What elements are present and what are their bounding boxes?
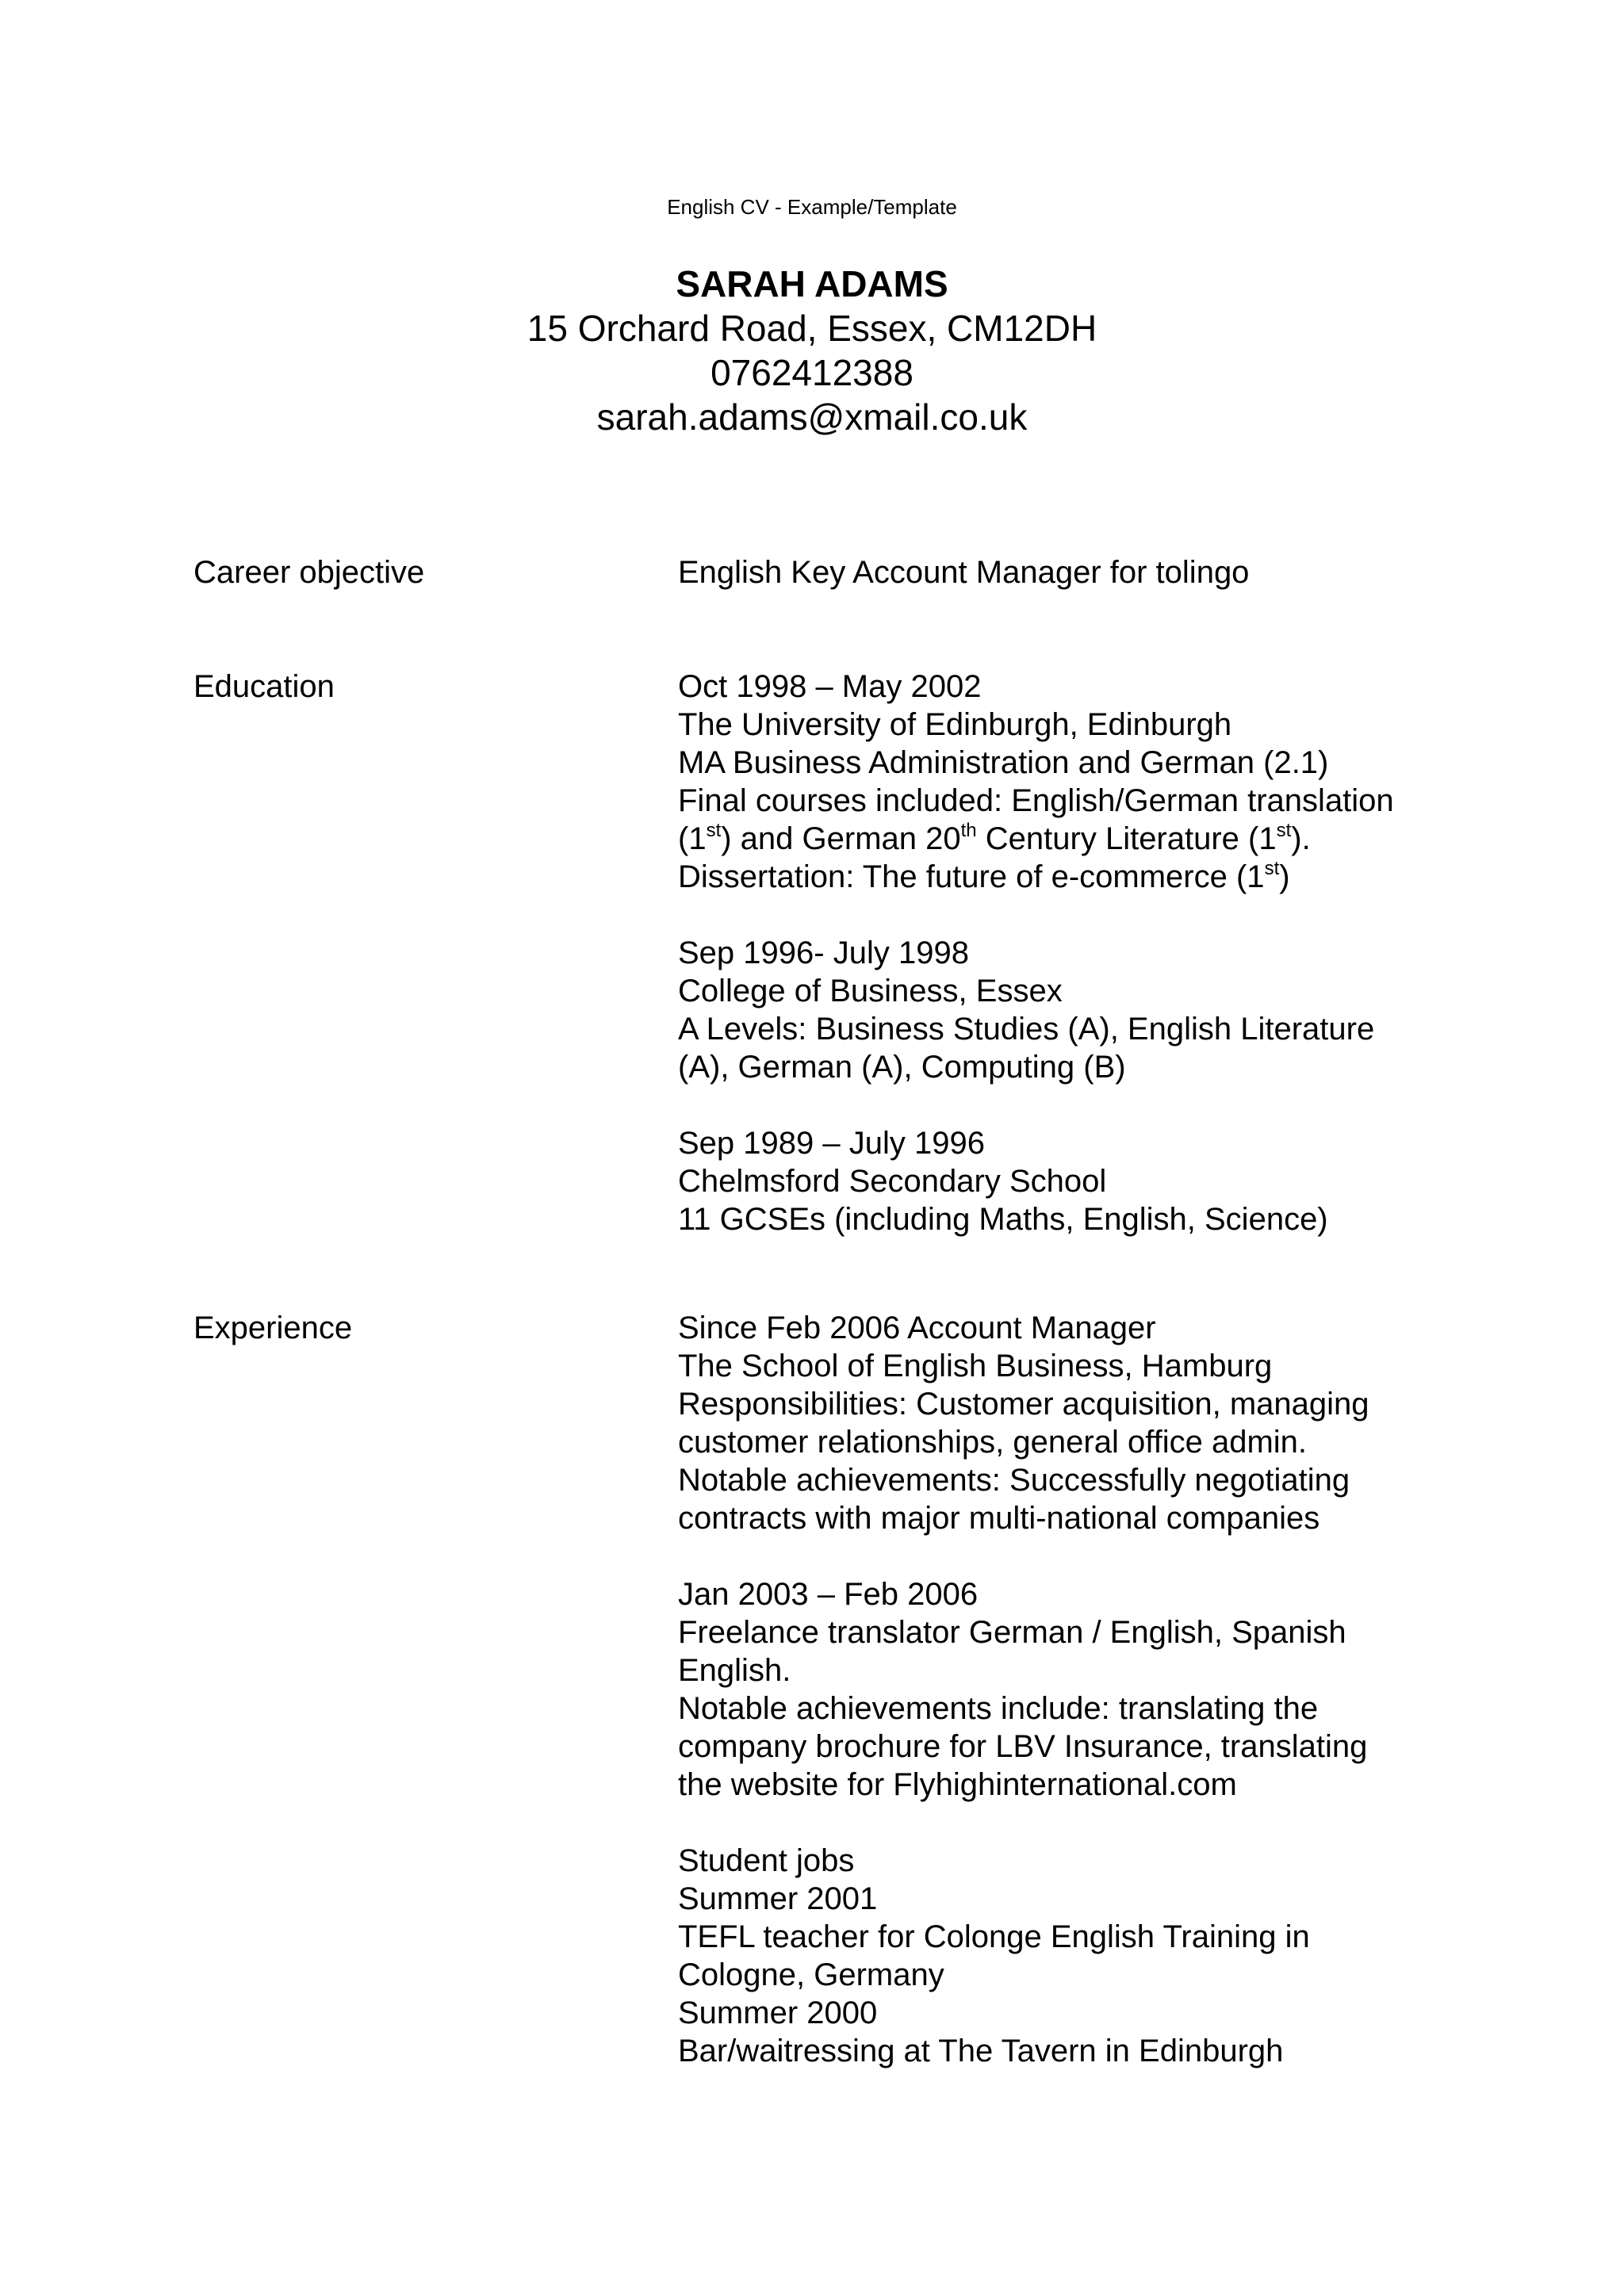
education-entry-college (678, 934, 1471, 1086)
experience-label: Experience (193, 1311, 353, 1345)
education-dates: Oct 1998 – May 2002 (678, 669, 982, 704)
career-objective-text: English Key Account Manager for tolingo (678, 555, 1250, 590)
experience-dates: Jan 2003 – Feb 2006 (678, 1577, 979, 1612)
experience-content (678, 1309, 1471, 2070)
education-dates: Sep 1989 – July 1996 (678, 1126, 985, 1161)
experience-achievements-cont: the website for Flyhighinternational.com (678, 1767, 1237, 1802)
experience-entry-account-manager (678, 1309, 1471, 1537)
experience-responsibilities: Responsibilities: Customer acquisition, managing (678, 1387, 1369, 1422)
experience-responsibilities-cont: customer relationships, general office admin. (678, 1425, 1308, 1460)
experience-achievements: Notable achievements: Successfully negotiating (678, 1463, 1350, 1498)
education-entry-school (678, 1124, 1471, 1238)
education-courses-intro: Final courses included: English/German translation (678, 783, 1394, 818)
education-label: Education (193, 669, 335, 704)
experience-company: The School of English Business, Hamburg (678, 1349, 1273, 1383)
education-institution: The University of Edinburgh, Edinburgh (678, 707, 1232, 742)
contact-address: 15 Orchard Road, Essex, CM12DH (527, 308, 1097, 349)
experience-role-cont: English. (678, 1653, 791, 1688)
education-entry-university (678, 668, 1471, 896)
candidate-name: SARAH ADAMS (676, 263, 948, 304)
experience-job: Bar/waitressing at The Tavern in Edinburgh (678, 2034, 1284, 2068)
education-courses-detail: (1st) and German 20th Century Literature (1st). (678, 820, 1311, 856)
education-degree: MA Business Administration and German (2.1) (678, 745, 1329, 780)
contact-block (0, 262, 1624, 439)
experience-job: TEFL teacher for Colonge English Training in (678, 1919, 1310, 1954)
career-objective-label: Career objective (193, 555, 425, 590)
education-institution: Chelmsford Secondary School (678, 1164, 1107, 1199)
education-alevels: A Levels: Business Studies (A), English Literature (678, 1012, 1375, 1047)
education-institution: College of Business, Essex (678, 974, 1063, 1008)
experience-job-cont: Cologne, Germany (678, 1957, 944, 1992)
education-content (678, 668, 1471, 1238)
experience-entry-student-jobs (678, 1842, 1471, 2070)
experience-role: Freelance translator German / English, Spanish (678, 1615, 1346, 1650)
experience-achievements-cont: company brochure for LBV Insurance, translating (678, 1729, 1368, 1764)
experience-title: Since Feb 2006 Account Manager (678, 1311, 1156, 1345)
contact-phone: 0762412388 (710, 352, 914, 393)
education-alevels-cont: (A), German (A), Computing (B) (678, 1050, 1126, 1085)
career-objective-content (678, 553, 1471, 591)
experience-student-jobs-heading: Student jobs (678, 1843, 855, 1878)
education-dates: Sep 1996- July 1998 (678, 936, 969, 970)
education-gcses: 11 GCSEs (including Maths, English, Science) (678, 1202, 1328, 1237)
document-header-title: English CV - Example/Template (667, 195, 957, 219)
education-dissertation: Dissertation: The future of e-commerce (1st) (678, 858, 1290, 894)
experience-dates: Summer 2001 (678, 1881, 878, 1916)
contact-email: sarah.adams@xmail.co.uk (596, 396, 1028, 438)
experience-achievements: Notable achievements include: translating the (678, 1691, 1319, 1726)
experience-dates: Summer 2000 (678, 1996, 878, 2030)
experience-entry-freelance (678, 1575, 1471, 1804)
experience-achievements-cont: contracts with major multi-national companies (678, 1501, 1320, 1536)
